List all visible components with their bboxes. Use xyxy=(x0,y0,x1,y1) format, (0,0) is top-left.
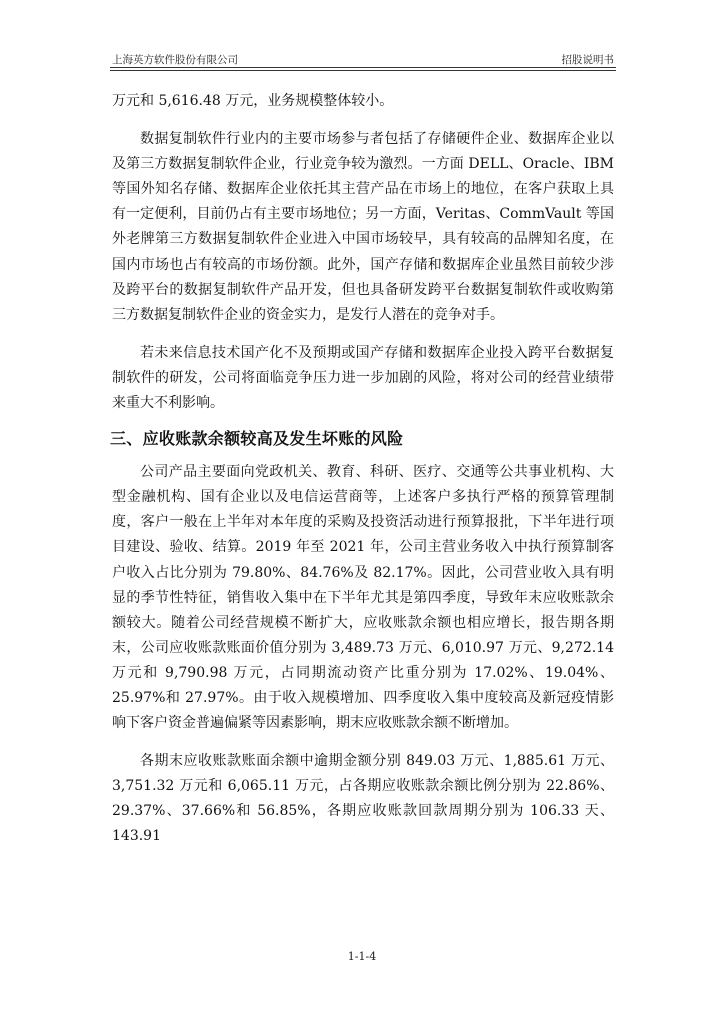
body-paragraph-localization-risk: 若未来信息技术国产化不及预期或国产存储和数据库企业投入跨平台数据复制软件的研发，公司将面临竞争压力进一步加剧的风险，将对公司的经营业绩带来重大不利影响。 xyxy=(112,344,614,412)
body-paragraph-continuation: 万元和 5,616.48 万元，业务规模整体较小。 xyxy=(112,93,394,109)
section-heading: 三、应收账款余额较高及发生坏账的风险 xyxy=(110,429,404,449)
body-paragraph-receivables: 公司产品主要面向党政机关、教育、科研、医疗、交通等公共事业机构、大型金融机构、国有企业以及电信运营商等，上述客户多执行严格的预算管理制度，客户一般在上半年对本年度的采购及投资活动进行预算报批，下半年进行项目建设、验收、结算。2019 年至 2021 年，公司主营业务收入中执行预算制客户收入占比分别为 79.80%、84.76%及 82.17%。因此，公司营业收入具有明显的季节性特征，销售收入集中在下半年尤其是第四季度，导致年末应收账款余额较大。随着公司经营规模不断扩大，应收账款余额也相应增长，报告期各期末，公司应收账款账面价值分别为 3,489.73 万元、6,010.97 万元、9,272.14 万元和 9,790.98 万元，占同期流动资产比重分别为 17.02%、19.04%、25.97%和 27.97%。由于收入规模增加、四季度收入集中度较高及新冠疫情影响下客户资金普遍偏紧等因素影响，期末应收账款余额不断增加。 xyxy=(112,464,614,732)
page-number: 1-1-4 xyxy=(347,950,377,963)
header-rule-bottom xyxy=(110,70,616,71)
header-company-name: 上海英方软件股份有限公司 xyxy=(112,54,238,66)
page-body xyxy=(112,89,614,850)
body-paragraph-competition: 数据复制软件行业内的主要市场参与者包括了存储硬件企业、数据库企业以及第三方数据复制软件企业，行业竞争较为激烈。一方面 DELL、Oracle、IBM 等国外知名存储、数据库企业依托其主营产品在市场上的地位，在客户获取上具有一定便利，目前仍占有主要市场地位；另一方面，Veritas、CommVault 等国外老牌第三方数据复制软件企业进入中国市场较早，具有较高的品牌知名度，在国内市场也占有较高的市场份额。此外，国产存储和数据库企业虽然目前较少涉及跨平台的数据复制软件产品开发，但也具备研发跨平台数据复制软件或收购第三方数据复制软件企业的资金实力，是发行人潜在的竞争对手。 xyxy=(112,131,614,323)
body-paragraph-overdue: 各期末应收账款账面余额中逾期金额分别 849.03 万元、1,885.61 万元、3,751.32 万元和 6,065.11 万元，占各期应收账款余额比例分别为 22.86%、29.37%、37.66%和 56.85%，各期应收账款回款周期分别为 106.33 天、143.91 xyxy=(112,753,614,845)
header-rule-top xyxy=(110,67,616,68)
header-document-type: 招股说明书 xyxy=(561,54,614,66)
page-header xyxy=(110,52,616,68)
